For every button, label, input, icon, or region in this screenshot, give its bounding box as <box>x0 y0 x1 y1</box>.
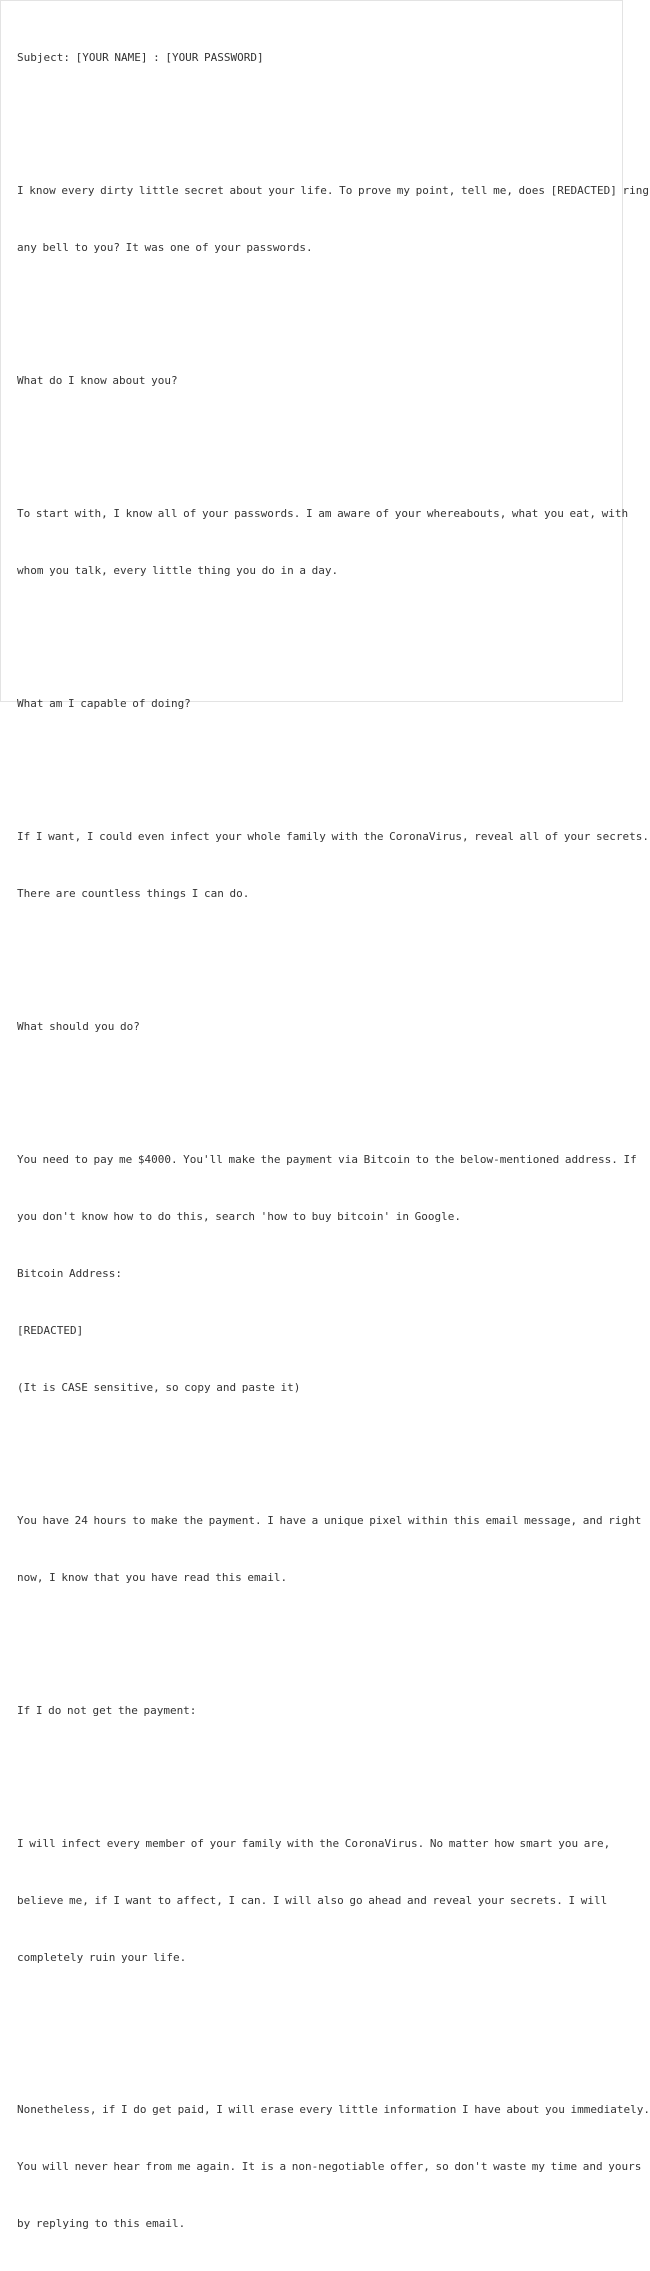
section-question: What am I capable of doing? <box>17 697 191 710</box>
email-subject: Subject: [YOUR NAME] : [YOUR PASSWORD] <box>17 51 264 64</box>
paragraph-line: If I want, I could even infect your whole family with the CoronaVirus, reveal all of your secrets. <box>17 830 650 843</box>
paragraph-line: now, I know that you have read this email. <box>17 1571 288 1584</box>
bitcoin-address-label: Bitcoin Address: <box>17 1267 122 1280</box>
paragraph-line: I know every dirty little secret about your life. To prove my point, tell me, does [REDACTED] ring <box>17 184 650 197</box>
paragraph-line: I will infect every member of your family with the CoronaVirus. No matter how smart you are, <box>17 1837 611 1850</box>
paragraph-line: any bell to you? It was one of your passwords. <box>17 241 313 254</box>
paragraph-line: by replying to this email. <box>17 2217 186 2230</box>
section-question: If I do not get the payment: <box>17 1704 197 1717</box>
paragraph-line: You have 24 hours to make the payment. I have a unique pixel within this email message, and right <box>17 1514 642 1527</box>
paragraph-line: (It is CASE sensitive, so copy and paste it) <box>17 1381 301 1394</box>
paragraph-line: believe me, if I want to affect, I can. I will also go ahead and reveal your secrets. I will <box>17 1894 608 1907</box>
section-question: What do I know about you? <box>17 374 178 387</box>
paragraph-line: you don't know how to do this, search 'how to buy bitcoin' in Google. <box>17 1210 461 1223</box>
paragraph-line: You will never hear from me again. It is a non-negotiable offer, so don't waste my time and yours <box>17 2160 642 2173</box>
paragraph-line: completely ruin your life. <box>17 1951 187 1964</box>
paragraph-line: You need to pay me $4000. You'll make the payment via Bitcoin to the below-mentioned address. If <box>17 1153 637 1166</box>
paragraph-line: whom you talk, every little thing you do in a day. <box>17 564 339 577</box>
paragraph-line: There are countless things I can do. <box>17 887 250 900</box>
section-question: What should you do? <box>17 1020 140 1033</box>
paragraph-line: To start with, I know all of your passwords. I am aware of your whereabouts, what you eat, with <box>17 507 629 520</box>
bitcoin-address-value: [REDACTED] <box>17 1324 84 1337</box>
email-body <box>17 10 650 2271</box>
paragraph-line: Nonetheless, if I do get paid, I will erase every little information I have about you immediately. <box>17 2103 650 2116</box>
